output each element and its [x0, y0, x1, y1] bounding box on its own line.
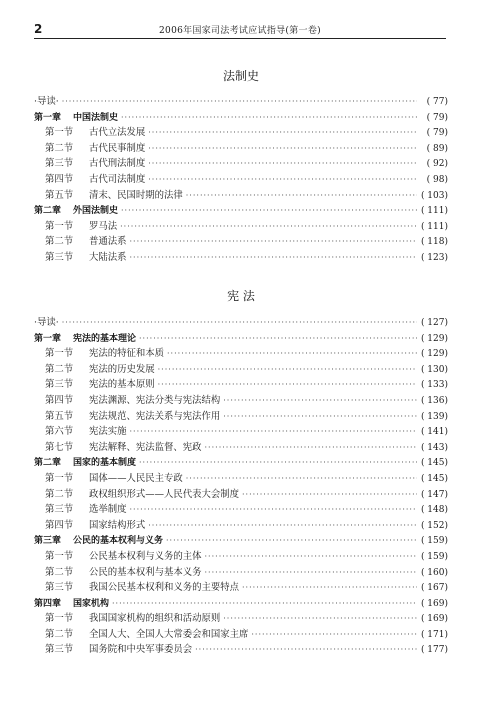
leader-dots — [205, 440, 417, 456]
leader-dots — [195, 642, 417, 658]
leader-dots — [130, 250, 417, 266]
toc-entry — [34, 409, 448, 425]
toc-entry — [34, 125, 448, 141]
toc-entry-title: 国务院和中央军事委员会 — [89, 644, 193, 656]
toc-chapter-label: 第一章 — [34, 112, 62, 123]
toc-section-label: 第一节 — [45, 550, 74, 562]
toc-entry — [34, 377, 448, 393]
toc-section-label: 第五节 — [45, 189, 74, 201]
toc-section-label: 第三节 — [45, 644, 74, 656]
toc-page-number: ( 118) — [420, 237, 448, 248]
toc-entry-title: 我国公民基本权利和义务的主要特点 — [89, 582, 240, 594]
leader-dots — [139, 331, 417, 347]
toc-page-number: ( 167) — [420, 583, 448, 594]
leader-dots — [158, 362, 417, 378]
toc-page-number: ( 133) — [420, 380, 448, 391]
toc-legal-history — [34, 94, 448, 266]
toc-page-number: ( 159) — [420, 536, 448, 547]
toc-entry — [34, 533, 448, 549]
leader-dots — [166, 533, 417, 549]
toc-page-number: ( 127) — [420, 318, 448, 328]
running-header — [34, 22, 446, 39]
running-title: 2006年国家司法考试应试指导(第一卷) — [159, 26, 321, 36]
page-number: 2 — [34, 22, 43, 36]
leader-dots — [130, 502, 417, 518]
toc-section-label: 第三节 — [45, 251, 74, 263]
toc-page-number: ( 136) — [420, 395, 448, 406]
toc-page-number: ( 130) — [420, 364, 448, 375]
toc-entry-title: 普通法系 — [89, 236, 127, 248]
toc-chapter-label: 第二章 — [34, 458, 62, 469]
toc-page-number: ( 129) — [420, 349, 448, 360]
toc-section-label: 第一节 — [45, 348, 74, 360]
leader-dots — [148, 518, 417, 534]
toc-entry-title: 公民基本权利与义务的主体 — [89, 550, 202, 562]
toc-section-label: 第六节 — [45, 426, 74, 438]
toc-section-label: 第三节 — [45, 582, 74, 594]
leader-dots — [121, 203, 417, 219]
leader-dots — [242, 580, 417, 596]
toc-entry-title: 政权组织形式——人民代表大会制度 — [89, 488, 240, 500]
toc-entry — [34, 455, 448, 471]
toc-entry — [34, 393, 448, 409]
toc-entry — [34, 331, 448, 347]
leader-dots — [242, 487, 417, 503]
toc-entry — [34, 440, 448, 456]
toc-entry-title: 我国国家机构的组织和活动原则 — [89, 613, 221, 625]
toc-page-number: ( 145) — [420, 473, 448, 484]
toc-entry-title: 公民的基本权利与义务 — [73, 536, 164, 547]
toc-page-number: ( 98) — [426, 174, 448, 185]
leader-dots — [223, 409, 417, 425]
toc-entry-title: 宪法渊源、宪法分类与宪法结构 — [89, 394, 221, 406]
toc-entry — [34, 518, 448, 534]
toc-section-label: 第一节 — [45, 220, 74, 232]
toc-entry-title: 古代民事制度 — [89, 142, 146, 154]
toc-section-label: 第七节 — [45, 441, 74, 453]
toc-entry-title: 宪法规范、宪法关系与宪法作用 — [89, 410, 221, 422]
toc-chapter-label: 第三章 — [34, 536, 62, 547]
toc-intro-label: ·导读· — [34, 317, 59, 328]
leader-dots — [158, 377, 417, 393]
toc-entry — [34, 471, 448, 487]
toc-entry — [34, 346, 448, 362]
toc-page-number: ( 145) — [420, 458, 448, 469]
toc-chapter-label: 第二章 — [34, 206, 62, 217]
leader-dots — [223, 611, 417, 627]
toc-entry-title: 古代刑法制度 — [89, 158, 146, 170]
leader-dots — [167, 346, 417, 362]
toc-page-number: ( 129) — [420, 333, 448, 344]
section-title-constitution: 宪 法 — [227, 289, 255, 303]
toc-entry-title: 宪法的特征和本质 — [89, 348, 165, 360]
toc-page-number: ( 111) — [420, 206, 448, 217]
toc-section-label: 第二节 — [45, 363, 74, 375]
toc-page-number: ( 77) — [426, 97, 448, 107]
toc-entry — [34, 94, 448, 110]
toc-constitution — [34, 315, 448, 658]
leader-dots — [148, 141, 417, 157]
toc-entry — [34, 203, 448, 219]
toc-section-label: 第二节 — [45, 488, 74, 500]
toc-entry — [34, 487, 448, 503]
leader-dots — [251, 627, 417, 643]
toc-entry — [34, 315, 448, 331]
toc-page-number: ( 89) — [426, 143, 448, 154]
toc-entry-title: 国家的基本制度 — [73, 458, 137, 469]
toc-entry — [34, 549, 448, 565]
toc-entry — [34, 141, 448, 157]
toc-entry-title: 中国法制史 — [73, 112, 119, 123]
toc-entry — [34, 627, 448, 643]
toc-page-number: ( 148) — [420, 505, 448, 516]
toc-entry — [34, 362, 448, 378]
toc-page-number: ( 171) — [420, 629, 448, 640]
toc-entry-title: 选举制度 — [89, 504, 127, 516]
toc-section-label: 第四节 — [45, 394, 74, 406]
toc-page-number: ( 160) — [420, 567, 448, 578]
toc-page-number: ( 147) — [420, 489, 448, 500]
toc-page-number: ( 92) — [426, 159, 448, 170]
toc-section-label: 第一节 — [45, 472, 74, 484]
toc-entry-title: 外国法制史 — [73, 206, 119, 217]
toc-section-label: 第三节 — [45, 158, 74, 170]
toc-page-number: ( 139) — [420, 411, 448, 422]
toc-entry-title: 公民的基本权利与基本义务 — [89, 566, 202, 578]
leader-dots — [148, 156, 417, 172]
toc-section-label: 第一节 — [45, 613, 74, 625]
toc-page-number: ( 103) — [420, 190, 448, 201]
toc-section-label: 第二节 — [45, 628, 74, 640]
toc-section-label: 第五节 — [45, 410, 74, 422]
toc-entry-title: 古代立法发展 — [89, 127, 146, 139]
toc-page-number: ( 141) — [420, 427, 448, 438]
leader-dots — [112, 596, 417, 612]
toc-page-number: ( 123) — [420, 252, 448, 263]
toc-chapter-label: 第四章 — [34, 598, 62, 609]
toc-section-label: 第四节 — [45, 173, 74, 185]
toc-entry — [34, 172, 448, 188]
toc-entry-title: 宪法的基本原则 — [89, 379, 155, 391]
toc-entry-title: 大陆法系 — [89, 251, 127, 263]
toc-entry — [34, 642, 448, 658]
toc-entry — [34, 580, 448, 596]
toc-entry — [34, 502, 448, 518]
toc-page-number: ( 143) — [420, 442, 448, 453]
toc-entry — [34, 234, 448, 250]
toc-entry-title: 宪法的历史发展 — [89, 363, 155, 375]
leader-dots — [62, 94, 417, 110]
leader-dots — [148, 125, 417, 141]
toc-page-number: ( 152) — [420, 520, 448, 531]
toc-entry — [34, 424, 448, 440]
toc-section-label: 第二节 — [45, 566, 74, 578]
toc-entry — [34, 596, 448, 612]
toc-section-label: 第二节 — [45, 236, 74, 248]
toc-entry-title: 国家机构 — [73, 598, 110, 609]
leader-dots — [120, 219, 417, 235]
toc-section-label: 第一节 — [45, 127, 74, 139]
toc-entry-title: 宪法解释、宪法监督、宪政 — [89, 441, 202, 453]
toc-section-label: 第三节 — [45, 504, 74, 516]
toc-page-number: ( 79) — [426, 128, 448, 139]
leader-dots — [205, 565, 417, 581]
toc-section-label: 第四节 — [45, 519, 74, 531]
toc-entry — [34, 156, 448, 172]
toc-entry-title: 国家结构形式 — [89, 519, 146, 531]
leader-dots — [186, 471, 417, 487]
toc-entry — [34, 219, 448, 235]
leader-dots — [223, 393, 417, 409]
toc-entry-title: 宪法的基本理论 — [73, 333, 137, 344]
toc-page-number: ( 79) — [426, 112, 448, 123]
leader-dots — [205, 549, 417, 565]
toc-page-number: ( 169) — [420, 598, 448, 609]
leader-dots — [148, 172, 417, 188]
toc-entry-title: 罗马法 — [89, 220, 118, 232]
toc-page-number: ( 159) — [420, 551, 448, 562]
toc-entry-title: 全国人大、全国人大常委会和国家主席 — [89, 628, 249, 640]
leader-dots — [186, 188, 417, 204]
section-title-legal-history: 法制史 — [222, 69, 259, 83]
toc-section-label: 第三节 — [45, 379, 74, 391]
toc-page-number: ( 111) — [420, 221, 448, 232]
toc-intro-label: ·导读· — [34, 96, 59, 107]
toc-entry-title: 宪法实施 — [89, 426, 127, 438]
toc-entry-title: 古代司法制度 — [89, 173, 146, 185]
leader-dots — [121, 110, 417, 126]
leader-dots — [130, 424, 417, 440]
toc-page-number: ( 169) — [420, 614, 448, 625]
leader-dots — [130, 234, 417, 250]
toc-chapter-label: 第一章 — [34, 333, 62, 344]
toc-entry-title: 国体——人民民主专政 — [89, 472, 183, 484]
toc-entry — [34, 611, 448, 627]
toc-entry — [34, 110, 448, 126]
toc-entry — [34, 250, 448, 266]
toc-page-number: ( 177) — [420, 645, 448, 656]
leader-dots — [62, 315, 417, 331]
toc-entry — [34, 188, 448, 204]
toc-section-label: 第二节 — [45, 142, 74, 154]
leader-dots — [139, 455, 417, 471]
toc-entry — [34, 565, 448, 581]
toc-entry-title: 清末、民国时期的法律 — [89, 189, 183, 201]
